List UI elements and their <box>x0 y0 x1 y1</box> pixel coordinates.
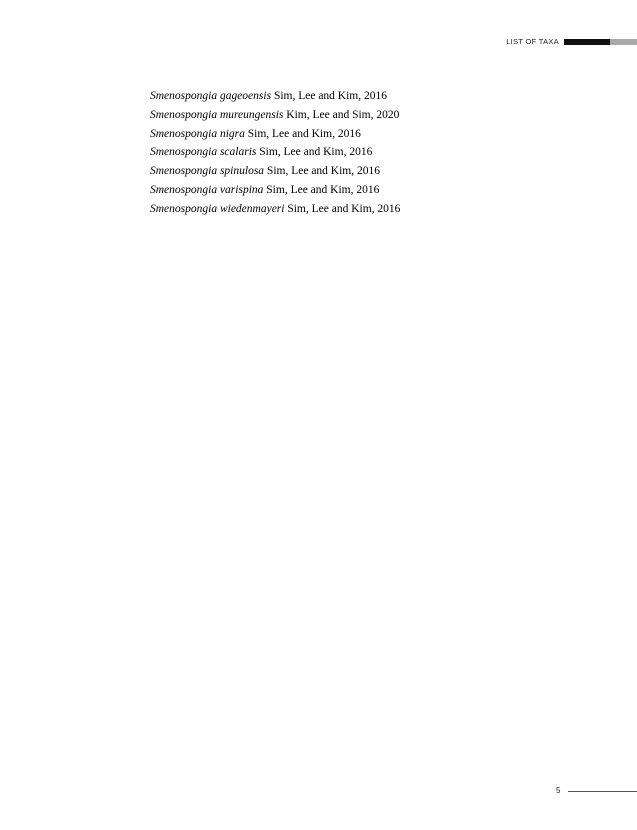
taxon-name: Smenospongia scalaris <box>150 146 257 159</box>
taxon-name: Smenospongia mureungensis <box>150 108 284 121</box>
taxon-name: Smenospongia spinulosa <box>150 165 265 178</box>
taxon-authority: Sim, Lee and Kim, 2016 <box>266 183 380 196</box>
taxon-entry <box>150 125 400 144</box>
taxon-entry <box>150 87 400 106</box>
header-bar-light <box>610 39 637 45</box>
page-number: 5 <box>556 786 561 795</box>
taxon-entry <box>150 162 400 181</box>
taxon-entry <box>150 106 400 125</box>
taxon-authority: Sim, Lee and Kim, 2016 <box>266 165 380 178</box>
taxon-authority: Kim, Lee and Sim, 2020 <box>286 108 400 121</box>
footer-rule <box>568 791 637 792</box>
taxon-name: Smenospongia wiedenmayeri <box>150 202 285 215</box>
taxon-name: Smenospongia nigra <box>150 127 245 140</box>
taxon-name: Smenospongia varispina <box>150 183 264 196</box>
page-footer <box>556 787 637 795</box>
running-header <box>506 36 637 48</box>
header-bar-dark <box>564 39 610 45</box>
taxon-entry <box>150 181 400 200</box>
taxon-name: Smenospongia gageoensis <box>150 90 272 102</box>
taxon-entry <box>150 143 400 162</box>
taxon-authority: Sim, Lee and Kim, 2016 <box>287 202 401 215</box>
section-label: LIST OF TAXA <box>506 37 559 47</box>
taxon-authority: Sim, Lee and Kim, 2016 <box>247 127 361 140</box>
taxa-list <box>150 87 400 219</box>
taxon-entry <box>150 200 400 219</box>
taxon-authority: Sim, Lee and Kim, 2016 <box>273 90 388 102</box>
taxon-authority: Sim, Lee and Kim, 2016 <box>259 146 373 159</box>
